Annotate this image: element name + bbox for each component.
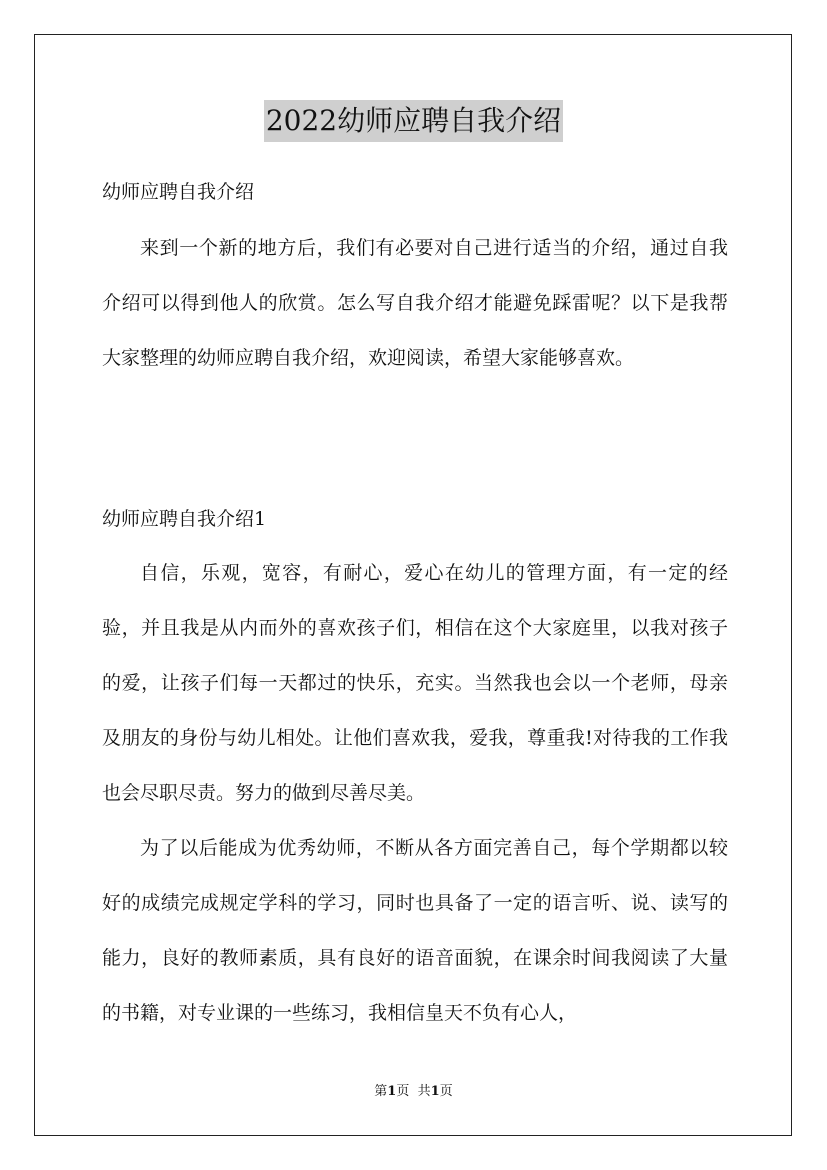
footer-page-suffix: 页 <box>396 1084 410 1099</box>
footer-page-number: 1 <box>387 1084 397 1099</box>
document-title: 2022幼师应聘自我介绍 <box>264 100 563 142</box>
footer-page-prefix: 第 <box>374 1084 388 1099</box>
intro-paragraph: 来到一个新的地方后，我们有必要对自己进行适当的介绍，通过自我介绍可以得到他人的欣赏。怎么写自我介绍才能避免踩雷呢？以下是我帮大家整理的幼师应聘自我介绍，欢迎阅读，希望大家能够喜欢。 <box>102 237 728 369</box>
footer-total-prefix: 共 <box>417 1084 431 1099</box>
section1-paragraph-2: 为了以后能成为优秀幼师，不断从各方面完善自己，每个学期都以较好的成绩完成规定学科的学习，同时也具备了一定的语言听、说、读写的能力，良好的教师素质，具有良好的语音面貌，在课余时间我阅读了大量的书籍，对专业课的一些练习，我相信皇天不负有心人， <box>102 837 728 1024</box>
section1-body <box>102 546 728 1041</box>
footer-total-number: 1 <box>430 1084 440 1099</box>
section1-heading: 幼师应聘自我介绍1 <box>102 508 267 530</box>
section1-heading-block <box>102 507 728 531</box>
intro-block <box>102 221 728 386</box>
document-title-wrap <box>0 100 827 142</box>
subtitle-block <box>102 180 728 204</box>
document-subtitle: 幼师应聘自我介绍 <box>102 181 255 203</box>
page-footer <box>0 1084 827 1100</box>
section1-paragraph-1: 自信，乐观，宽容，有耐心，爱心在幼儿的管理方面，有一定的经验，并且我是从内而外的喜欢孩子们，相信在这个大家庭里，以我对孩子的爱，让孩子们每一天都过的快乐，充实。当然我也会以一个老师，母亲及朋友的身份与幼儿相处。让他们喜欢我，爱我，尊重我!对待我的工作我也会尽职尽责。努力的做到尽善尽美。 <box>102 562 728 804</box>
footer-total-suffix: 页 <box>439 1084 453 1099</box>
